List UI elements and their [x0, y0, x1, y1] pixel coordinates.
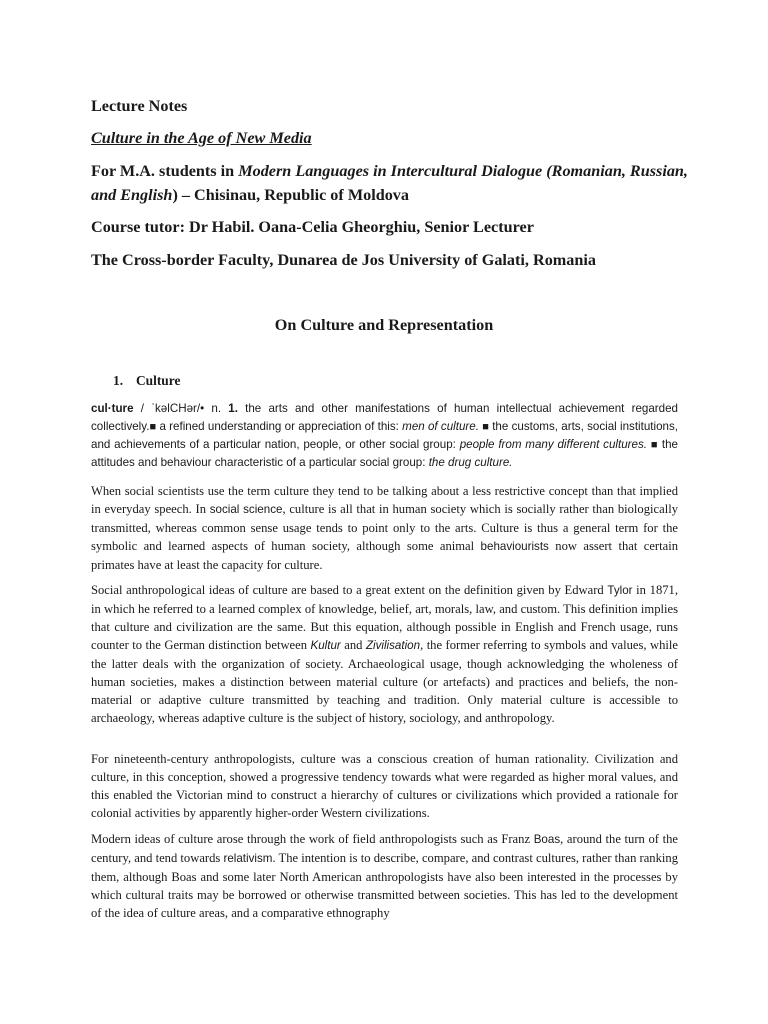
header-tutor: Course tutor: Dr Habil. Oana-Celia Gheorghiu, Senior Lecturer [91, 218, 534, 236]
paragraph-tylor: Social anthropological ideas of culture are based to a great extent on the definition given by Edward Tylor in 1871, in which he referred to a learned complex of knowledge, belief, art, morals, law, and custom. This definition implies that culture and civilization are the same. But this equation, although possible in English and French usage, runs counter to the German distinction between Kultur and Zivilisation, the former referring to symbols and values, while the latter deals with the organization of society. Archaeological usage, though acknowledging the wholeness of human societies, makes a distinction between material culture (or artefacts) and practices and beliefs, the non-material or adaptive culture transmitted by teaching and tradition. Only material culture is accessible to archaeology, whereas adaptive culture is the subject of history, sociology, and anthropology. [91, 583, 678, 725]
header-lecture-notes: Lecture Notes [91, 97, 188, 115]
header-audience: For M.A. students in Modern Languages in Intercultural Dialogue (Romanian, Russian, and English) – Chisinau, Republic of Moldova [91, 162, 688, 204]
dictionary-definition: cul·ture / ˈkəlCHər/• n. 1. the arts and other manifestations of human intellectual achievement regarded collectively.■ a refined understanding or appreciation of this: men of culture. ■ the customs, arts, social institutions, and achievements of a particular nation, people, or other social group: people from many different cultures. ■ the attitudes and behaviour characteristic of a particular social group: the drug culture. [91, 402, 678, 469]
section-label: Culture [136, 373, 181, 388]
section-number: 1. [113, 373, 124, 388]
term-tylor: Tylor [607, 584, 633, 597]
section-heading [113, 371, 180, 391]
paragraph-social-science: When social scientists use the term culture they tend to be talking about a less restrictive concept than that implied in everyday speech. In social science, culture is all that in human society which is socially rather than biologically transmitted, whereas common sense usage tends to point only to the arts. Culture is thus a general term for the symbolic and learned aspects of human society, although some animal behaviourists now assert that certain primates have at least the capacity for culture. [91, 484, 678, 572]
paragraph-modern-ideas: Modern ideas of culture arose through the work of field anthropologists such as Franz Boas, around the turn of the century, and tend towards relativism. The intention is to describe, compare, and contrast cultures, rather than ranking them, although Boas and some later North American anthropologists have also been interested in the processes by which cultural traits may be borrowed or otherwise transmitted between societies. This has led to the development of the idea of culture areas, and a comparative ethnography [91, 832, 678, 920]
term-relativism: relativism [223, 852, 273, 865]
document-title: On Culture and Representation [274, 316, 494, 334]
term-social-science: social science [209, 503, 283, 516]
term-boas: Boas [533, 833, 561, 846]
term-behaviourists: behaviourists [480, 540, 549, 553]
paragraph-nineteenth-century: For nineteenth-century anthropologists, culture was a conscious creation of human rationality. Civilization and culture, in this conception, showed a progressive tendency towards what were regarded as higher moral values, and this enabled the Victorian mind to construct a hierarchy of cultures or civilizations which provided a rationale for colonial activities by apparently higher-order Western civilizations. [91, 752, 678, 820]
header-course-title: Culture in the Age of New Media [91, 129, 312, 147]
header-faculty: The Cross-border Faculty, Dunarea de Jos University of Galati, Romania [91, 251, 596, 269]
